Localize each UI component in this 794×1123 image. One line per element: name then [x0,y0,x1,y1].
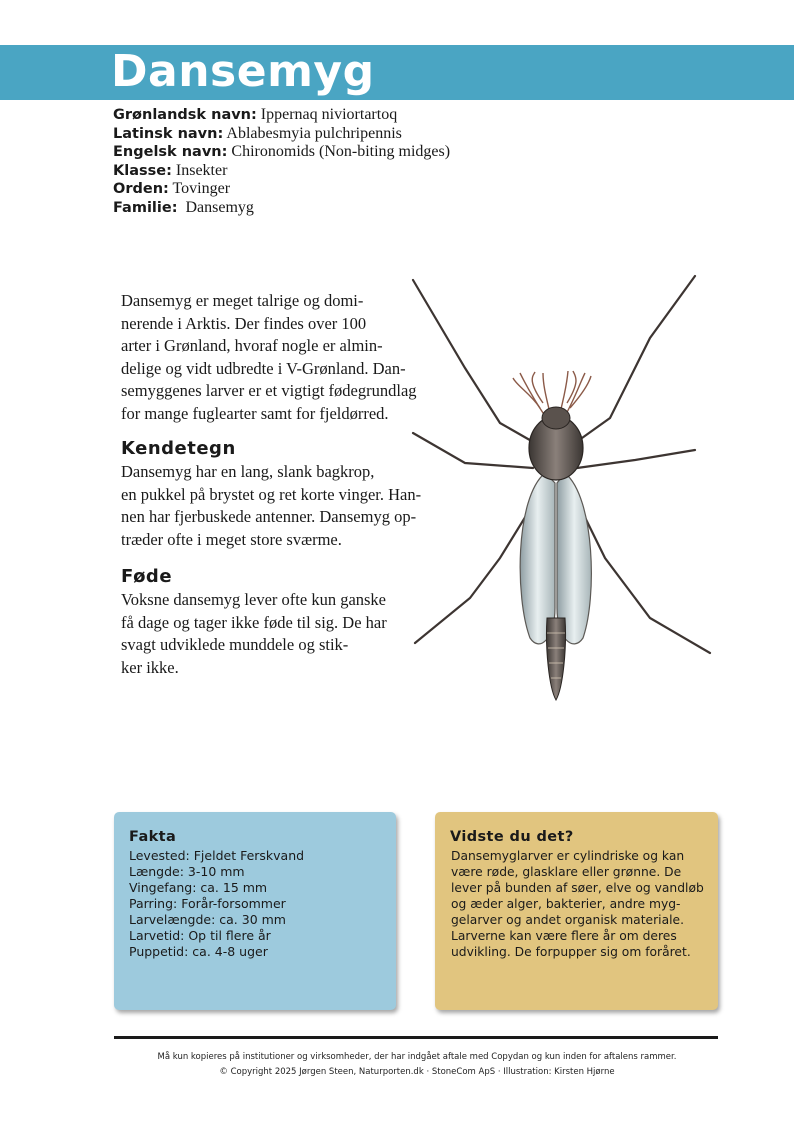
mosquito-illustration [405,268,725,708]
taxonomy-label: Familie: [113,199,178,216]
text-line: nerende i Arktis. Der findes over 100 [121,313,367,333]
fakta-line: Længde: 3-10 mm [129,864,245,879]
text-line: svagt udviklede munddele og stik- [121,635,349,654]
text-line: delige og vidt udbredte i V-Grønland. Dan- [121,358,406,378]
fode-heading: Føde [121,566,173,587]
taxonomy-label: Engelsk navn: [113,144,228,160]
taxonomy-row [113,180,450,199]
taxonomy-value: Insekter [171,161,228,179]
fakta-line: Larvetid: Op til flere år [129,928,271,943]
taxonomy-row [113,106,450,125]
text-line: for mange fuglearter samt for fjeldørred. [121,403,389,423]
fode-paragraph [121,589,387,679]
vidste-heading: Vidste du det? [450,829,574,845]
text-line: arter i Grønland, hvoraf nogle er almin- [121,336,383,355]
vidste-line: udvikling. De forpupper sig om foråret. [451,945,691,959]
taxonomy-row [113,162,450,181]
taxonomy-value: Tovinger [168,180,231,197]
text-line: få dage og tager ikke føde til sig. De har [121,612,387,632]
text-line: ker ikke. [121,657,179,677]
taxonomy-label: Latinsk navn: [113,125,224,142]
vidste-line: og æder alger, bakterier, andre myg- [451,897,681,911]
fakta-line: Vingefang: ca. 15 mm [129,880,268,895]
page-title: Dansemyg [111,46,375,97]
vidste-line: gelarver og andet organisk materiale. [451,913,685,927]
kendetegn-paragraph [121,461,421,551]
text-line: Voksne dansemyg lever ofte kun ganske [121,590,387,609]
fakta-heading: Fakta [129,829,177,845]
vidste-line: lever på bunden af søer, elve og vandløb [451,881,704,895]
fakta-line: Parring: Forår-forsommer [129,896,286,911]
taxonomy-value: Ippernaq niviortartoq [256,106,398,123]
text-line: Dansemyg har en lang, slank bagkrop, [121,462,375,481]
taxonomy-value: Chironomids (Non-biting midges) [227,143,451,160]
taxonomy-label: Klasse: [113,162,172,179]
taxonomy-label: Orden: [113,181,169,197]
fakta-line: Larvelængde: ca. 30 mm [129,912,286,927]
footer-license: Må kun kopieres på institutioner og virksomheder, der har indgået aftale med Copydan og kun inden for aftalens rammer. [157,1052,677,1062]
taxonomy-value: Ablabesmyia pulchripennis [223,124,402,142]
footer-divider [114,1036,718,1039]
text-line: Dansemyg er meget talrige og domi- [121,291,364,310]
taxonomy-row [113,143,450,162]
text-line: nen har fjerbuskede antenner. Dansemyg op- [121,507,417,526]
fakta-line: Puppetid: ca. 4-8 uger [129,944,268,959]
fakta-box [114,812,396,1010]
taxonomy-row [113,199,450,218]
text-line: en pukkel på brystet og ret korte vinger. Han- [121,484,422,504]
vidste-line: være røde, glasklare eller grønne. De [451,865,682,879]
text-line: semyggenes larver er et vigtigt fødegrundlag [121,381,417,400]
taxonomy-list [113,106,450,217]
taxonomy-label: Grønlandsk navn: [113,107,257,123]
vidste-line: Larverne kan være flere år om deres [451,929,677,943]
vidste-line: Dansemyglarver er cylindriske og kan [451,849,685,863]
footer-copyright: © Copyright 2025 Jørgen Steen, Naturporten.dk · StoneCom ApS · Illustration: Kirsten Hjørne [219,1067,615,1077]
intro-paragraph [121,290,417,425]
fakta-line: Levested: Fjeldet Ferskvand [129,848,305,863]
vidste-du-det-box [435,812,718,1010]
kendetegn-heading: Kendetegn [121,438,236,459]
text-line: træder ofte i meget store sværme. [121,529,342,549]
taxonomy-value: Dansemyg [177,198,254,216]
taxonomy-row [113,125,450,144]
